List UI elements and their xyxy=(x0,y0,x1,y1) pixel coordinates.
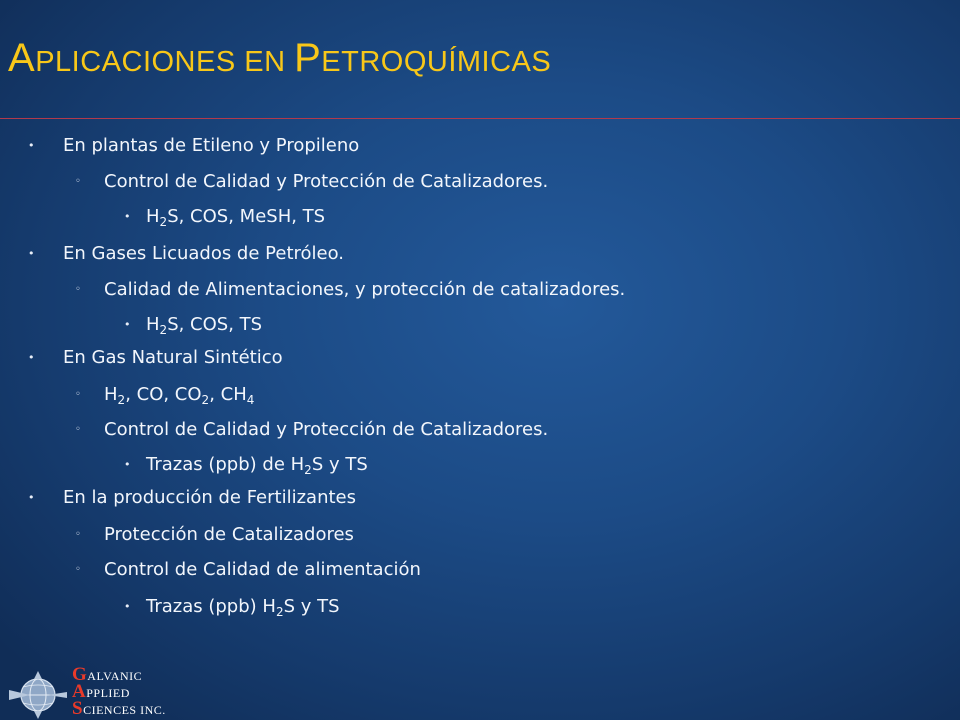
list-item-text: S, COS, MeSH, TS xyxy=(167,206,326,227)
list-item: En Gas Natural Sintético xyxy=(63,347,283,368)
subscript: 2 xyxy=(159,323,168,337)
globe-icon xyxy=(8,670,68,720)
bullet-dot-icon: • xyxy=(124,600,131,613)
subscript: 2 xyxy=(201,393,210,407)
logo-line-sciences: SCIENCES INC. xyxy=(72,698,166,719)
list-item-text: , CH xyxy=(209,384,247,405)
list-item-text: Trazas (ppb) de H xyxy=(146,454,305,475)
list-item: En plantas de Etileno y Propileno xyxy=(63,135,360,156)
subscript: 2 xyxy=(275,605,284,619)
company-logo xyxy=(8,664,166,720)
list-item: Control de Calidad de alimentación xyxy=(104,559,421,580)
list-item-text: , CO, CO xyxy=(125,384,202,405)
list-item: Control de Calidad y Protección de Catalizadores. xyxy=(104,171,549,192)
list-item-text: H xyxy=(146,206,160,227)
subscript: 2 xyxy=(159,215,168,229)
logo-line-galvanic: GALVANIC xyxy=(72,664,143,685)
list-item-text: S, COS, TS xyxy=(167,314,263,335)
bullet-ring-icon: ◦ xyxy=(75,389,81,400)
bullet-dot-icon: • xyxy=(28,247,35,260)
bullet-dot-icon: • xyxy=(28,139,35,152)
title-initial-p: P xyxy=(294,36,322,80)
list-item: Protección de Catalizadores xyxy=(104,524,354,545)
bullet-ring-icon: ◦ xyxy=(75,284,81,295)
subscript: 2 xyxy=(117,393,126,407)
list-item-text: Trazas (ppb) H xyxy=(146,596,276,617)
bullet-ring-icon: ◦ xyxy=(75,176,81,187)
bullet-ring-icon: ◦ xyxy=(75,564,81,575)
bullet-ring-icon: ◦ xyxy=(75,529,81,540)
list-item-text: H xyxy=(146,314,160,335)
list-item: Control de Calidad y Protección de Catalizadores. xyxy=(104,419,549,440)
subscript: 2 xyxy=(304,463,312,477)
bullet-dot-icon: • xyxy=(124,458,131,471)
bullet-dot-icon: • xyxy=(28,351,35,364)
list-item xyxy=(104,384,254,406)
title-rest-2: ETROQUÍMICAS xyxy=(321,46,552,78)
bullet-ring-icon: ◦ xyxy=(75,424,81,435)
list-item-text: S y TS xyxy=(311,454,368,475)
bullet-dot-icon: • xyxy=(124,318,131,331)
list-item-text: H xyxy=(104,384,118,405)
subscript: 4 xyxy=(246,393,255,407)
list-item xyxy=(146,314,262,336)
title-initial-a: A xyxy=(8,36,36,80)
list-item: En Gases Licuados de Petróleo. xyxy=(63,243,345,264)
bullet-dot-icon: • xyxy=(124,210,131,223)
list-item: Calidad de Alimentaciones, y protección de catalizadores. xyxy=(104,279,626,300)
list-item xyxy=(146,454,368,476)
title-rest-1: PLICACIONES EN xyxy=(35,46,295,78)
list-item xyxy=(146,596,340,618)
list-item-text: S y TS xyxy=(283,596,340,617)
bullet-dot-icon: • xyxy=(28,491,35,504)
list-item xyxy=(146,206,325,228)
list-item: En la producción de Fertilizantes xyxy=(63,487,356,508)
logo-line-applied: APPLIED xyxy=(72,681,130,702)
